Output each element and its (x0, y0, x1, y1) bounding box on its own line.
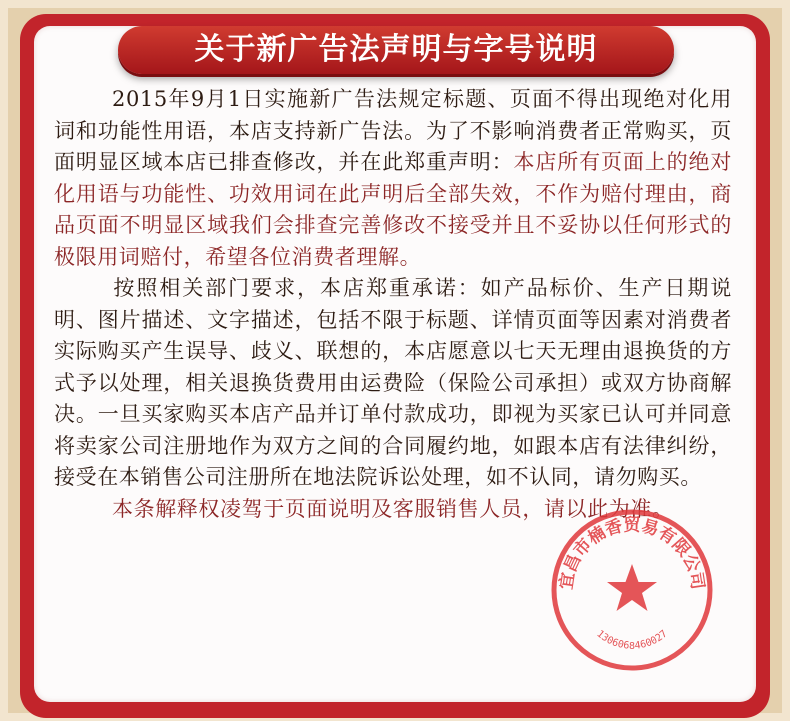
company-seal (548, 506, 716, 674)
paragraph-3-text: 本条解释权凌驾于页面说明及客服销售人员，请以此为准。 (112, 496, 674, 521)
paragraph-1-highlight: 本店所有页面上的绝对化用语与功能性、功效用词在此声明后全部失效，不作为赔付理由，商品页面不明显区域我们会排查完善修改不接受并且不妥协以任何形式的极限用词赔付，希望各位消费者理解。 (54, 150, 733, 269)
notice-title: 关于新广告法声明与字号说明 (118, 26, 674, 74)
seal-number: 1306068460027 (594, 628, 670, 652)
star-icon (607, 564, 657, 611)
seal-company-name: 宜昌市楠香贸易有限公司 (556, 515, 708, 591)
paragraph-1-text: 2015年9月1日实施新广告法规定标题、页面不得出现绝对化用词和功能性用语，本店支持新广告法。为了不影响消费者正常购买，页面明显区域本店已排查修改，并在此郑重声明： (54, 87, 732, 174)
notice-body (54, 84, 732, 525)
paragraph-2 (54, 273, 732, 494)
paragraph-2-text: 按照相关部门要求，本店郑重承诺：如产品标价、生产日期说明、图片描述、文字描述，包括不限于标题、详情页面等因素对消费者实际购买产生误导、歧义、联想的，本店愿意以七天无理由退换货的方式予以处理，相关退换货费用由运费险（保险公司承担）或双方协商解决。一旦买家购买本店产品并订单付款成功，即视为买家已认可并同意将卖家公司注册地作为双方之间的合同履约地，如跟本店有法律纠纷，接受在本销售公司注册所在地法院诉讼处理，如不认同，请勿购买。 (54, 276, 732, 489)
paragraph-1 (54, 84, 732, 273)
